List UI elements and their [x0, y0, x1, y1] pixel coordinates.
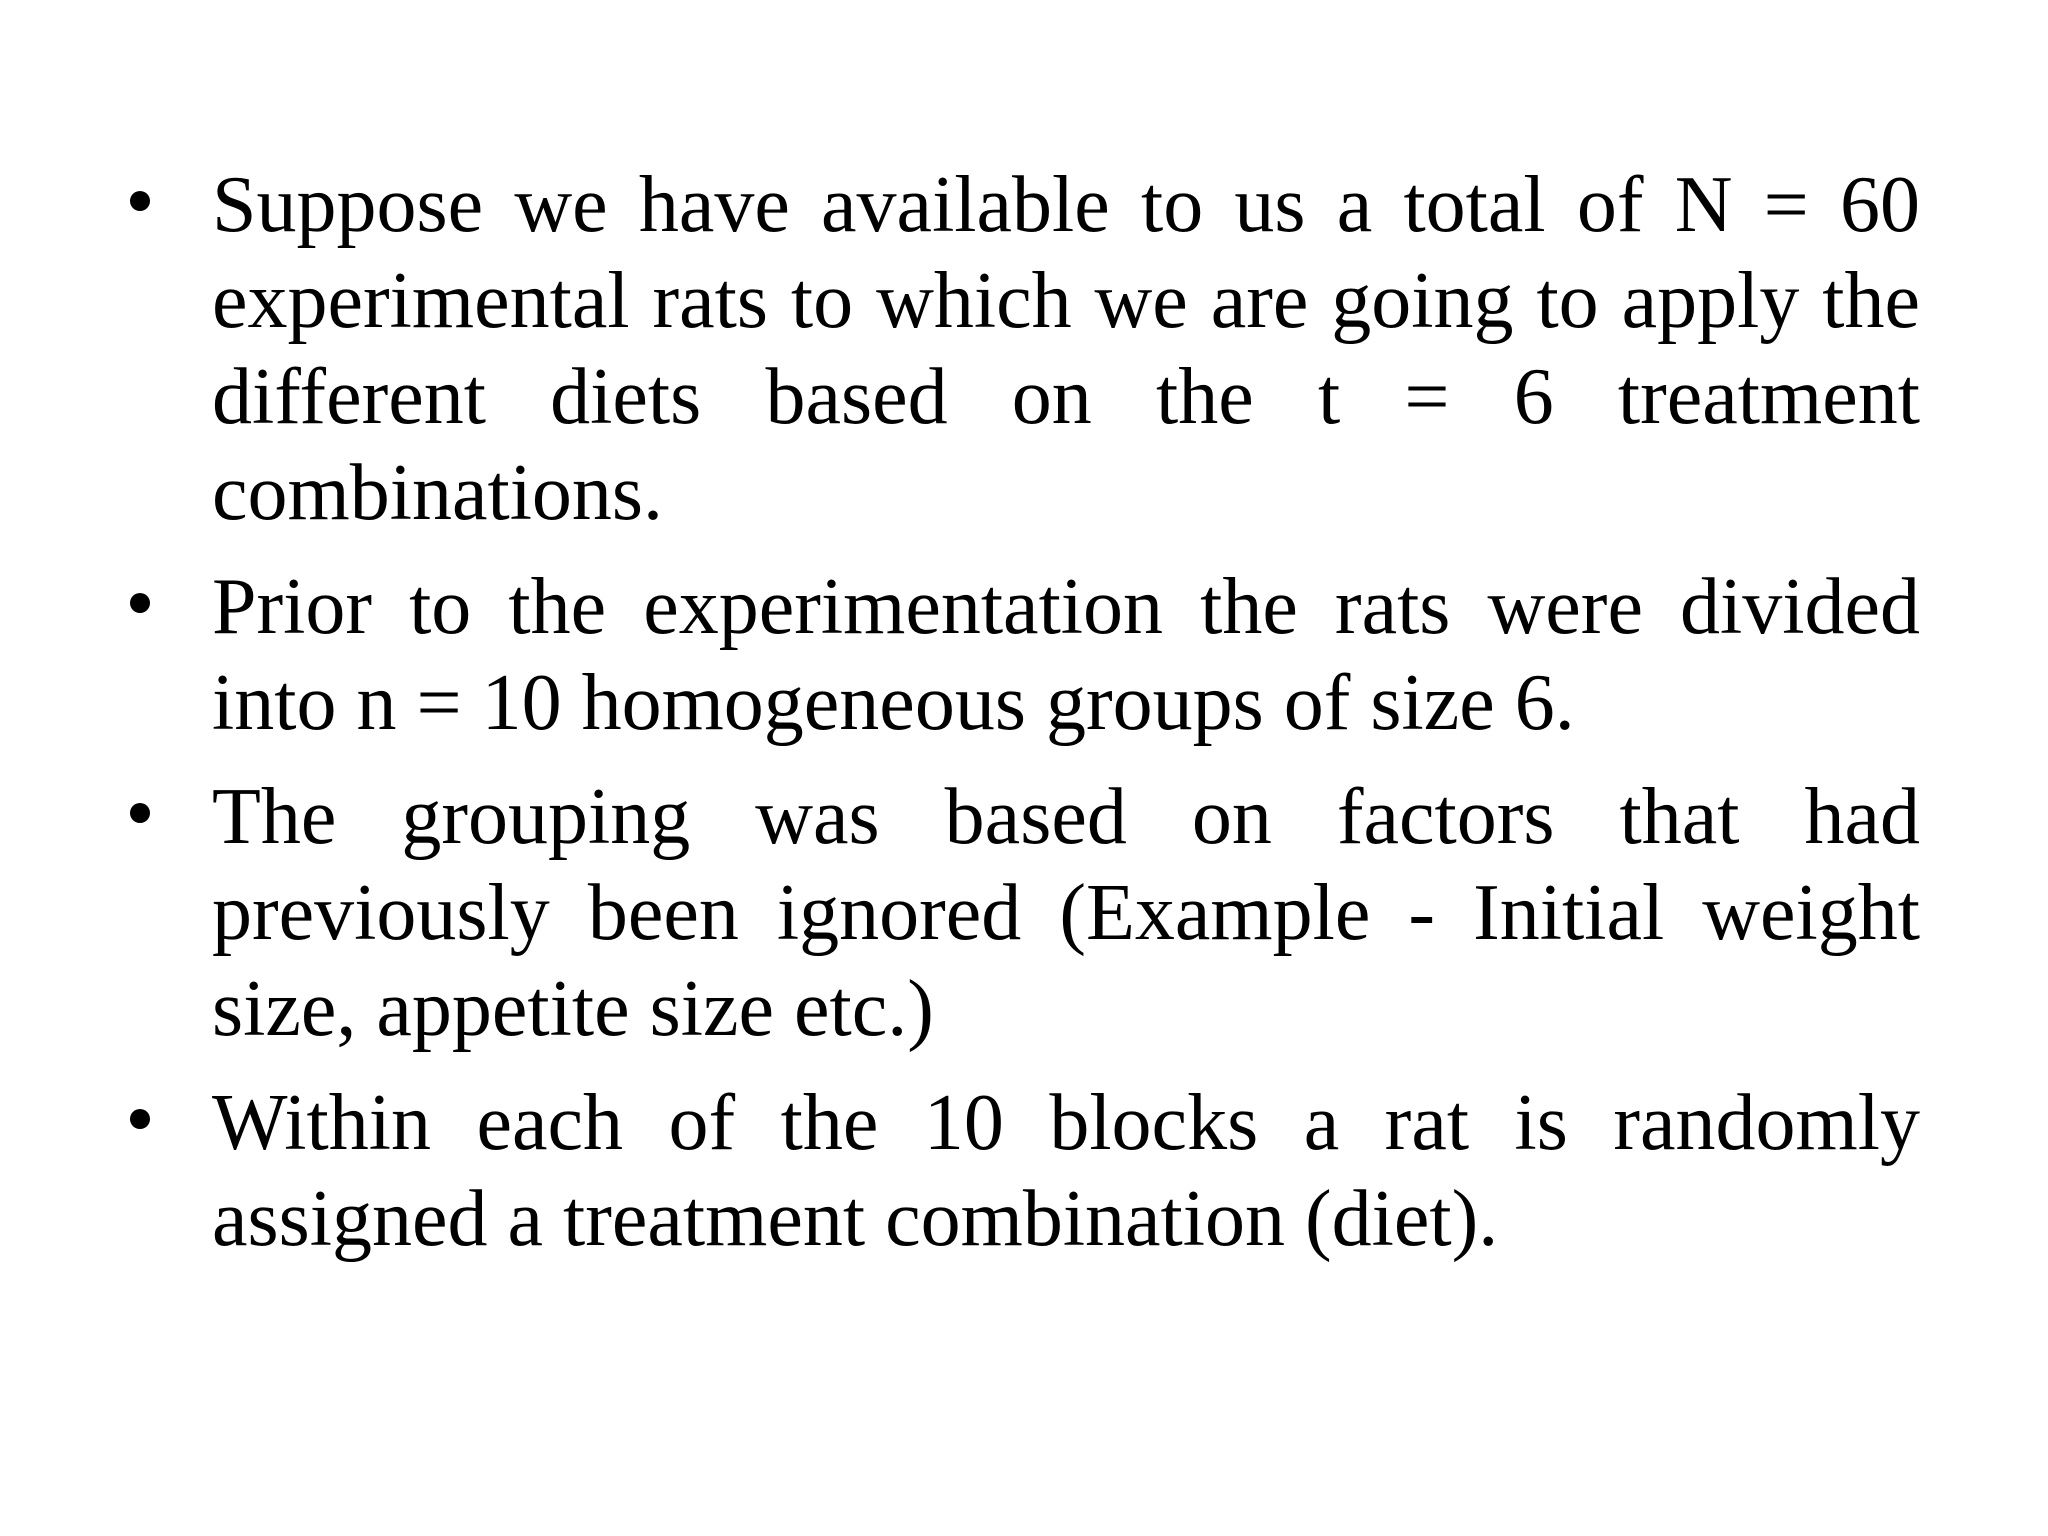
bullet-dot-icon [130, 593, 150, 613]
bullet-dot-icon [130, 191, 150, 211]
bullet-text: Prior to the experimentation the rats were divided into n = 10 homogeneous groups of size 6. [212, 563, 1920, 747]
bullet-list [120, 157, 1920, 1285]
bullet-text: Suppose we have available to us a total of N = 60 experimental rats to which we are going to apply the different diets based on the t = 6 treatment combinations. [212, 161, 1920, 537]
bullet-dot-icon [130, 1109, 150, 1129]
bullet-dot-icon [130, 803, 150, 823]
bullet-text: The grouping was based on factors that had previously been ignored (Example - Initial weight size, appetite size etc.) [212, 773, 1920, 1053]
bullet-item [120, 1075, 1920, 1267]
bullet-item [120, 559, 1920, 751]
bullet-item [120, 769, 1920, 1057]
bullet-text: Within each of the 10 blocks a rat is randomly assigned a treatment combination (diet). [212, 1079, 1920, 1263]
bullet-item [120, 157, 1920, 541]
